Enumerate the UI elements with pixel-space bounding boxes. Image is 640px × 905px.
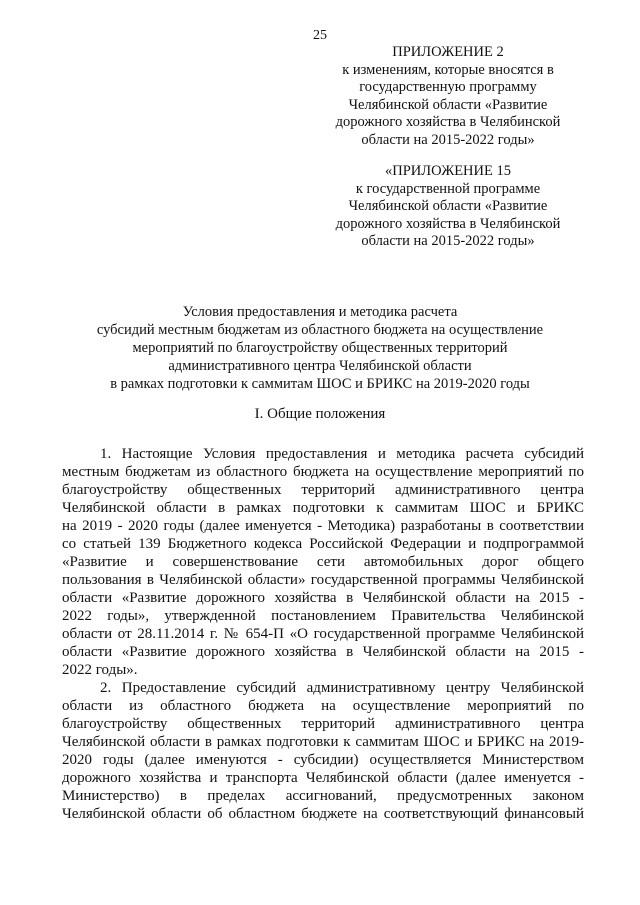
paragraph-line: пользования в Челябинской области» государственной программы Челябинской [62, 572, 584, 588]
paragraph-2 [62, 679, 584, 823]
paragraph-line: 2. Предоставление субсидий административному центру Челябинской [100, 680, 584, 696]
paragraph-line: Челябинской области в рамках подготовки к саммитам ШОС и БРИКС на 2019- [62, 734, 584, 750]
paragraph-line: благоустройству общественных территорий административного центра [62, 482, 584, 498]
appendix-15-line: к государственной программе [355, 180, 541, 197]
title-line: мероприятий по благоустройству общественных территорий [132, 340, 508, 356]
paragraph-line: со статьей 139 Бюджетного кодекса Российской Федерации и подпрограммой [62, 536, 584, 552]
paragraph-1 [62, 445, 584, 679]
body-text [62, 445, 584, 823]
appendix-2-line: дорожного хозяйства в Челябинской [335, 114, 561, 130]
appendix-15-line: дорожного хозяйства в Челябинской [335, 215, 561, 232]
paragraph-line: области «Развитие дорожного хозяйства в Челябинской области на 2015 - [62, 644, 584, 660]
title-line: в рамках подготовки к саммитам ШОС и БРИКС на 2019-2020 годы [110, 376, 530, 392]
title-line: Условия предоставления и методика расчета [182, 304, 458, 320]
paragraph-line: Челябинской области об областном бюджете на соответствующий финансовый [62, 806, 584, 822]
paragraph-line: 2022 годы». [62, 662, 138, 678]
appendix-15-line: «ПРИЛОЖЕНИЕ 15 [385, 163, 511, 179]
paragraph-line: области «Развитие дорожного хозяйства в Челябинской области на 2015 - [62, 590, 584, 606]
title-line: субсидий местным бюджетам из областного бюджета на осуществление [96, 322, 544, 338]
paragraph-line: 2022 годы», утвержденной постановлением Правительства Челябинской [62, 608, 584, 624]
paragraph-line: Челябинской области в рамках подготовки к саммитам ШОС и БРИКС [62, 500, 584, 516]
paragraph-line: на 2019 - 2020 годы (далее именуется - Методика) разработаны в соответствии [62, 518, 584, 534]
document-title [60, 303, 580, 393]
appendix-15-line: области на 2015-2022 годы» [361, 233, 535, 249]
paragraph-line: 2020 годы (далее именуются - субсидии) осуществляется Министерством [62, 752, 584, 768]
appendix-2-line: области на 2015-2022 годы» [361, 131, 535, 148]
paragraph-line: 1. Настоящие Условия предоставления и методика расчета субсидий [100, 446, 584, 462]
title-line: административного центра Челябинской области [168, 358, 472, 374]
page-number: 25 [313, 28, 327, 43]
appendix-2-line: Челябинской области «Развитие [348, 96, 548, 113]
paragraph-line: Министерство) в пределах ассигнований, предусмотренных законом [62, 788, 584, 804]
appendix-15-line: Челябинской области «Развитие [348, 198, 548, 214]
paragraph-line: дорожного хозяйства и транспорта Челябинской области (далее именуется - [62, 770, 584, 786]
appendix-2-line: ПРИЛОЖЕНИЕ 2 [392, 44, 504, 60]
paragraph-line: области от 28.11.2014 г. № 654-П «О государственной программе Челябинской [62, 626, 584, 642]
paragraph-line: «Развитие и совершенствование сети автомобильных дорог общего [62, 554, 584, 570]
paragraph-line: благоустройству общественных территорий административного центра [62, 716, 584, 732]
appendix-15-header [318, 163, 578, 251]
paragraph-line: области из областного бюджета на осуществление мероприятий по [62, 698, 584, 714]
section-heading: I. Общие положения [254, 406, 386, 422]
appendix-2-line: к изменениям, которые вносятся в [342, 61, 554, 78]
appendix-2-line: государственную программу [359, 79, 537, 95]
paragraph-line: местным бюджетам из областного бюджета на осуществление мероприятий по [62, 464, 584, 480]
appendix-2-header [318, 44, 578, 149]
